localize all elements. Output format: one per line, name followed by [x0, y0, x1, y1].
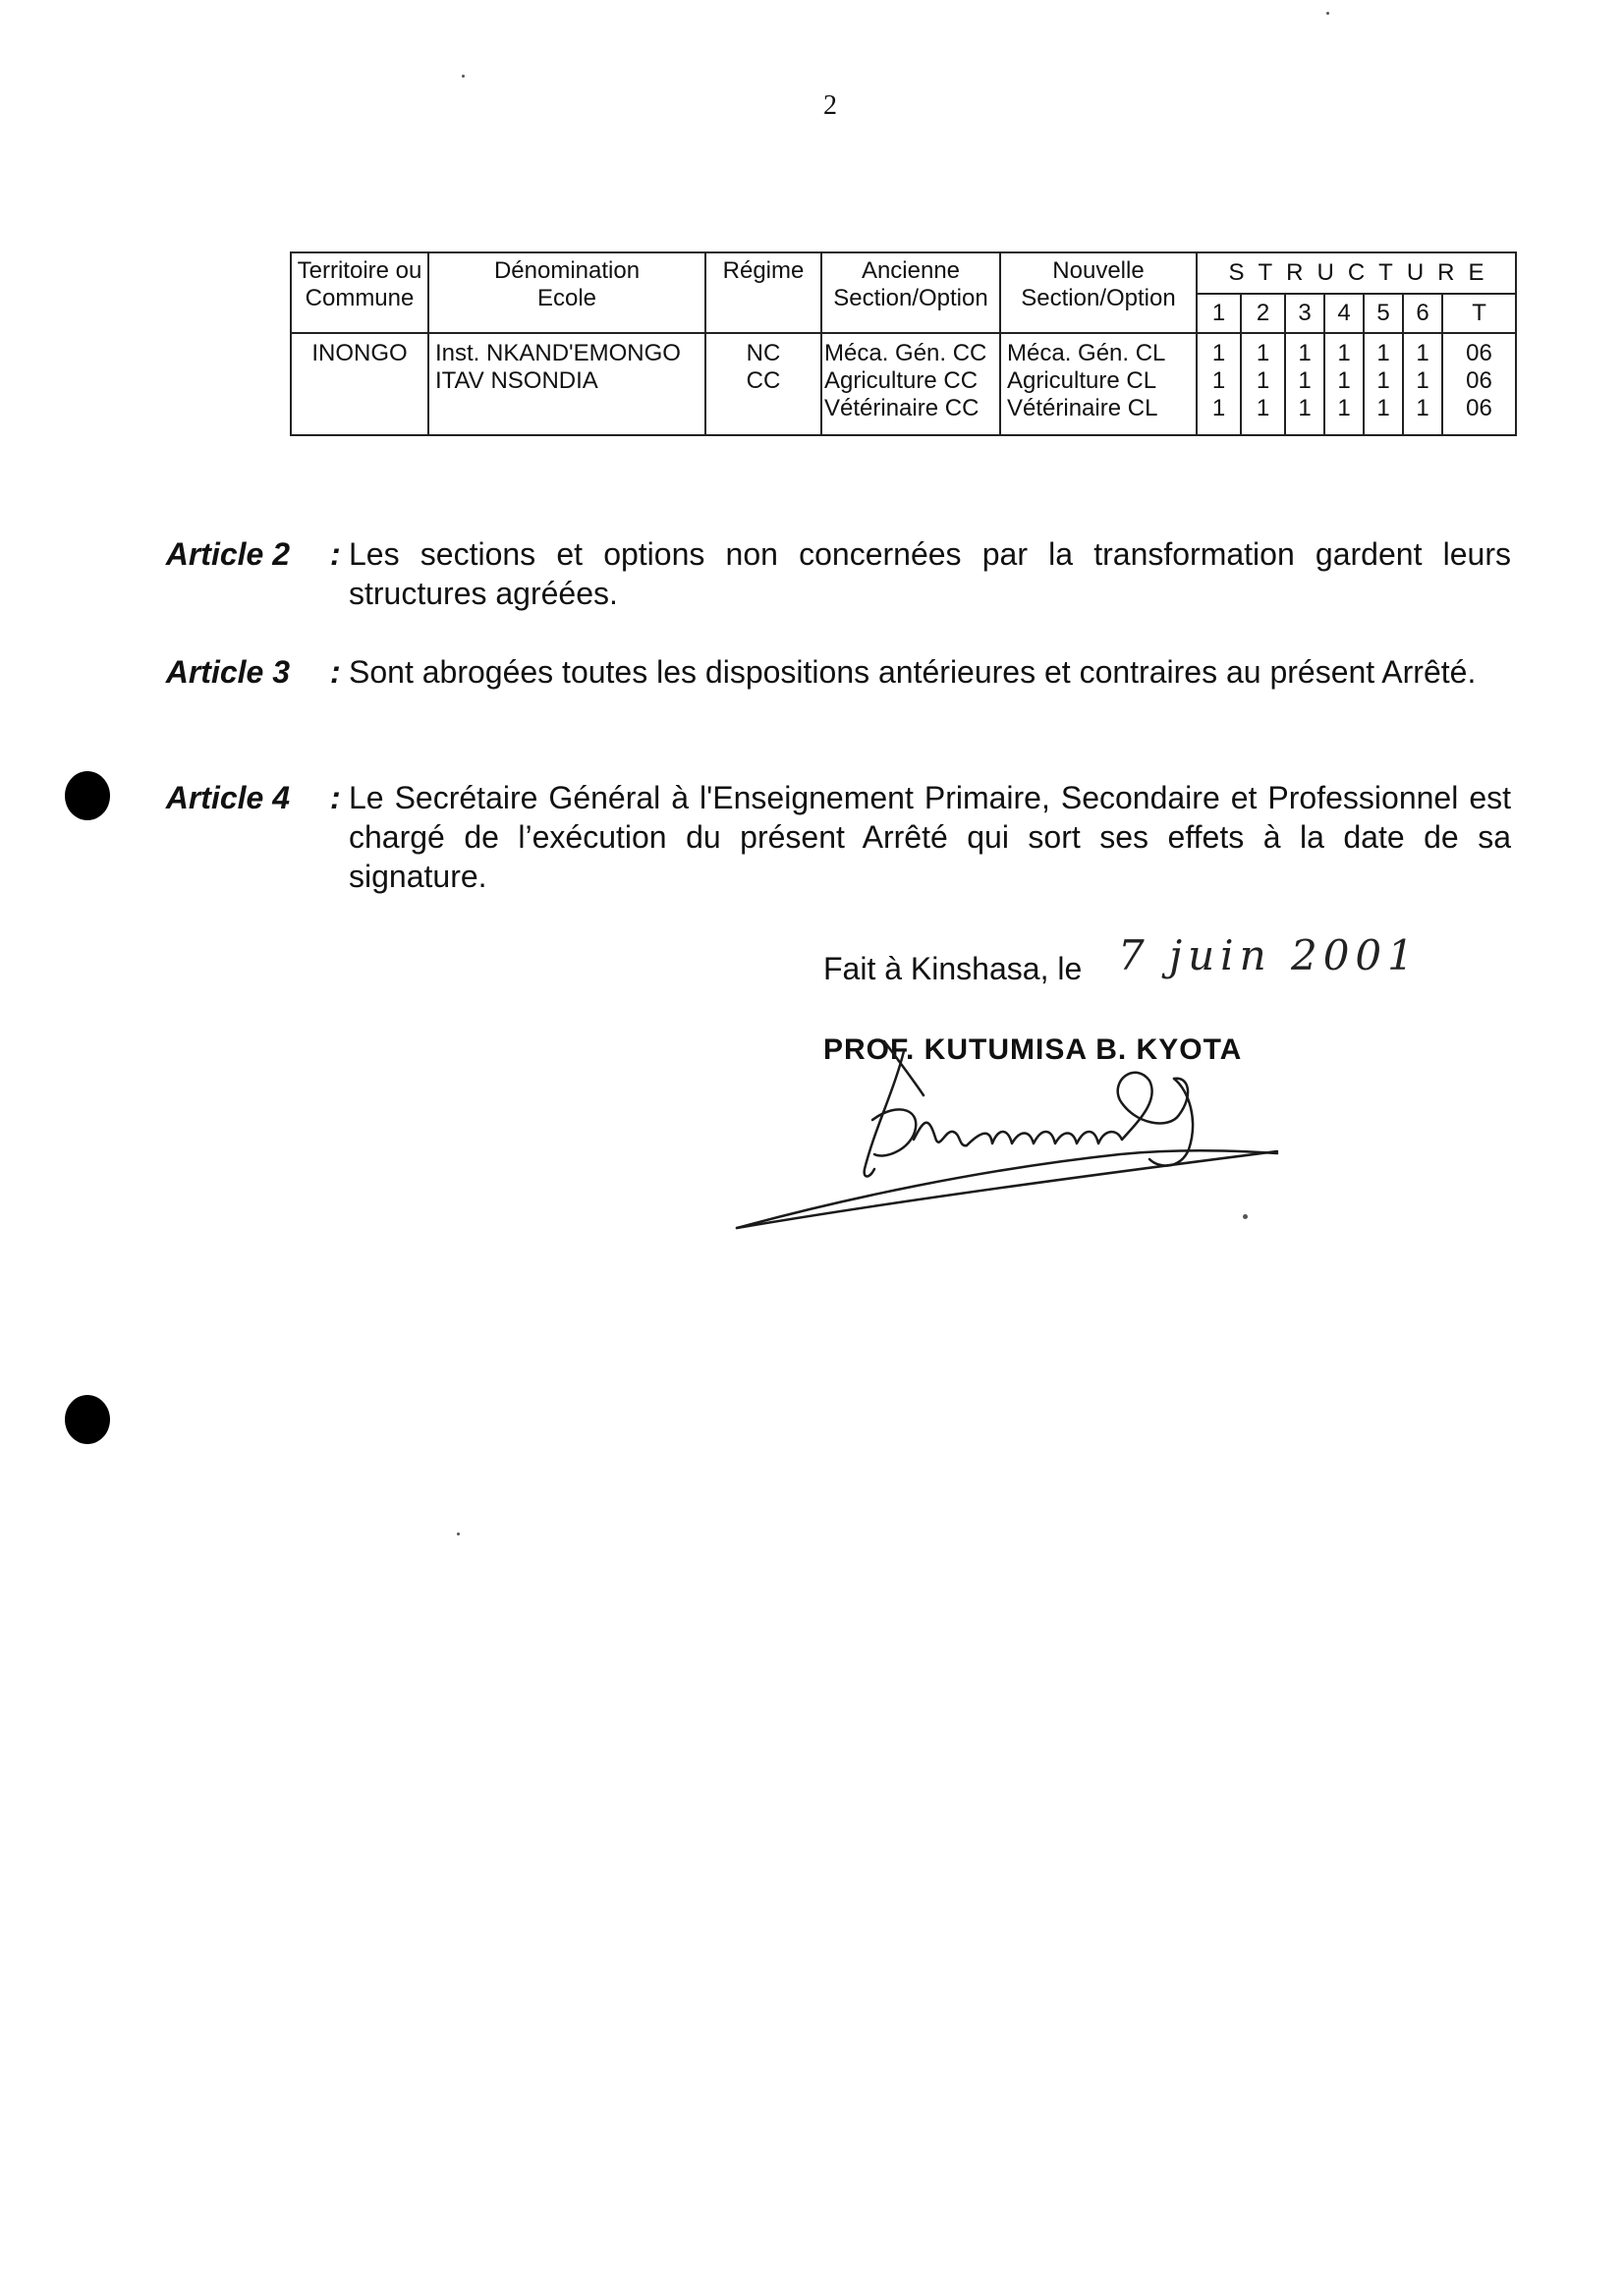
scan-speck: [462, 75, 465, 78]
header-year-3: 3: [1285, 294, 1324, 333]
table-row: [291, 333, 1516, 435]
page-number: 2: [823, 90, 837, 121]
article-label: Article 4: [165, 780, 290, 815]
article-2: [147, 534, 1513, 613]
punch-hole-mark: [65, 1395, 110, 1444]
header-ancienne: Ancienne Section/Option: [821, 252, 1000, 333]
cell-year-2: 1 1 1: [1241, 333, 1285, 435]
punch-hole-mark: [65, 771, 110, 820]
article-colon: :: [330, 654, 341, 690]
cell-year-4: 1 1 1: [1324, 333, 1364, 435]
cell-regimes: NC CC: [705, 333, 821, 435]
article-text: Les sections et options non concernées par la transformation gardent leurs structures agréées.: [349, 536, 1511, 611]
cell-territoire: INONGO: [291, 333, 428, 435]
cell-ancienne: Méca. Gén. CC Agriculture CC Vétérinaire CC: [821, 333, 1000, 435]
article-label: Article 3: [165, 654, 290, 690]
cell-year-total: 06 06 06: [1442, 333, 1516, 435]
handwritten-date: 7 juin 2001: [1118, 931, 1420, 979]
place-date-text: Fait à Kinshasa, le: [823, 951, 1083, 986]
header-year-5: 5: [1364, 294, 1403, 333]
header-year-1: 1: [1197, 294, 1241, 333]
header-year-2: 2: [1241, 294, 1285, 333]
article-3: [147, 652, 1513, 731]
article-colon: :: [330, 536, 341, 572]
header-denomination: Dénomination Ecole: [428, 252, 705, 333]
structure-table: [290, 251, 1517, 436]
article-label: Article 2: [165, 536, 290, 572]
article-4: [147, 778, 1513, 896]
header-year-4: 4: [1324, 294, 1364, 333]
signature-icon: [727, 1022, 1316, 1238]
header-regime: Régime: [705, 252, 821, 333]
header-year-total: T: [1442, 294, 1516, 333]
header-nouvelle: Nouvelle Section/Option: [1000, 252, 1197, 333]
scan-speck: [1326, 12, 1329, 15]
cell-year-3: 1 1 1: [1285, 333, 1324, 435]
cell-year-6: 1 1 1: [1403, 333, 1442, 435]
cell-ecoles: Inst. NKAND'EMONGO ITAV NSONDIA: [428, 333, 705, 435]
article-text: Le Secrétaire Général à l'Enseignement Primaire, Secondaire et Professionnel est chargé de l’exécution du présent Arrêté qui sort ses effets à la date de sa signature.: [349, 780, 1511, 894]
header-structure: STRUCTURE: [1197, 252, 1516, 294]
header-territoire: Territoire ou Commune: [291, 252, 428, 333]
cell-year-1: 1 1 1: [1197, 333, 1241, 435]
cell-nouvelle: Méca. Gén. CL Agriculture CL Vétérinaire CL: [1000, 333, 1197, 435]
article-text: Sont abrogées toutes les dispositions antérieures et contraires au présent Arrêté.: [349, 654, 1477, 690]
cell-year-5: 1 1 1: [1364, 333, 1403, 435]
article-colon: :: [330, 780, 341, 815]
signer-name: PROF. KUTUMISA B. KYOTA: [823, 1033, 1243, 1066]
scan-speck: [457, 1533, 460, 1535]
header-year-6: 6: [1403, 294, 1442, 333]
